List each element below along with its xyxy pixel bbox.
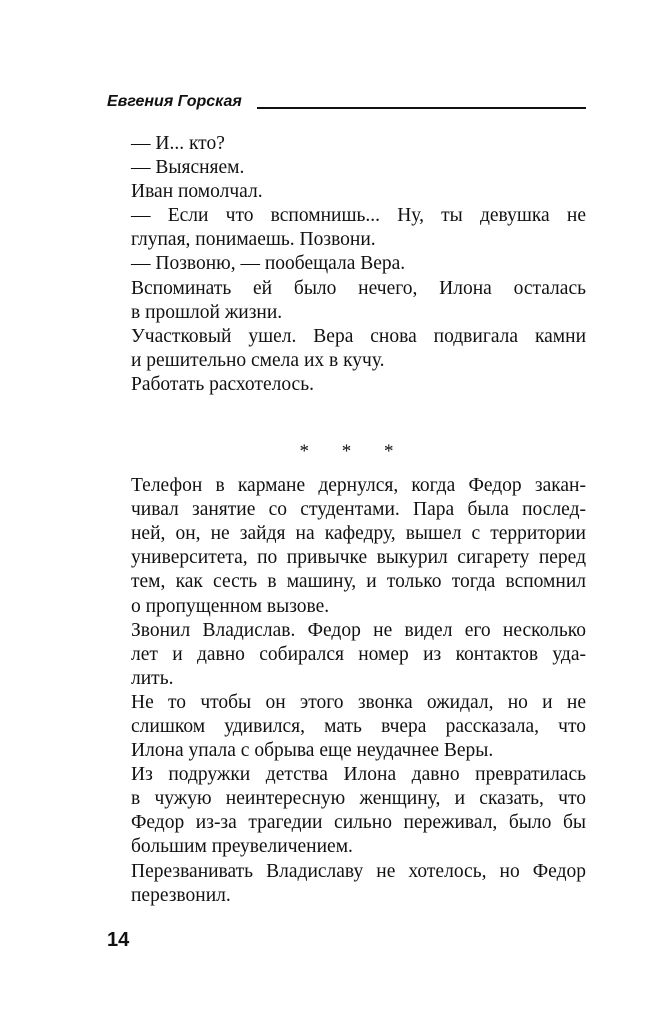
text-line: Иван помолчал.	[131, 181, 263, 203]
paragraph	[107, 132, 586, 156]
paragraph	[107, 204, 586, 252]
running-header	[107, 92, 586, 114]
author-name: Евгения Горская	[107, 92, 246, 112]
text-line: Илона упала с обрыва еще неудачнее Веры.	[131, 740, 494, 762]
text-line: — Позвоню, — пообещала Вера.	[131, 253, 406, 275]
paragraph	[107, 619, 586, 691]
body-text	[107, 132, 586, 908]
text-line: чивал занятие со студентами. Пара была послед-	[131, 499, 586, 521]
text-line: в чужую неинтересную женщину, и сказать, что	[131, 788, 586, 810]
text-line: лить.	[131, 667, 174, 689]
paragraph	[107, 474, 586, 619]
paragraph	[107, 373, 586, 397]
paragraph	[107, 691, 586, 763]
text-line: глупая, понимаешь. Позвони.	[131, 229, 376, 251]
text-line: тем, как сесть в машину, и только тогда вспомнил	[131, 571, 586, 593]
text-line: большим преувеличением.	[131, 836, 353, 858]
page-number: 14	[107, 929, 130, 951]
text-line: слишком удивился, мать вчера рассказала, что	[131, 715, 586, 737]
text-line: — Выясняем.	[131, 157, 245, 179]
text-line: Вспоминать ей было нечего, Илона осталась	[131, 277, 586, 299]
text-line: в прошлой жизни.	[131, 301, 283, 323]
paragraph	[107, 252, 586, 276]
text-line: о пропущенном вызове.	[131, 595, 330, 617]
paragraph	[107, 156, 586, 180]
text-line: Участковый ушел. Вера снова подвигала камни	[131, 325, 586, 347]
text-line: — Если что вспомнишь... Ну, ты девушка не	[131, 205, 586, 227]
text-line: лет и давно собирался номер из контактов уда-	[131, 643, 586, 665]
text-line: перезвонил.	[131, 884, 231, 906]
text-line: Из подружки детства Илона давно превратилась	[131, 764, 586, 786]
text-line: Федор из-за трагедии сильно переживал, было бы	[131, 812, 586, 834]
text-line: Звонил Владислав. Федор не видел его несколько	[131, 619, 586, 641]
header-rule	[257, 107, 586, 109]
section-1	[107, 132, 586, 397]
text-line: Телефон в кармане дернулся, когда Федор закан-	[131, 475, 586, 497]
text-line: Перезванивать Владиславу не хотелось, но Федор	[131, 860, 586, 882]
text-line: и решительно смела их в кучу.	[131, 349, 385, 371]
text-line: университета, по привычке выкурил сигарету перед	[131, 547, 586, 569]
paragraph	[107, 763, 586, 859]
paragraph	[107, 277, 586, 325]
text-line: ней, он, не зайдя на кафедру, вышел с территории	[131, 523, 586, 545]
section-2	[107, 474, 586, 908]
paragraph	[107, 325, 586, 373]
text-line: Не то чтобы он этого звонка ожидал, но и не	[131, 691, 586, 713]
paragraph	[107, 180, 586, 204]
paragraph	[107, 860, 586, 908]
text-line: — И... кто?	[131, 133, 225, 154]
section-separator: * * *	[299, 441, 408, 463]
text-line: Работать расхотелось.	[131, 373, 314, 395]
